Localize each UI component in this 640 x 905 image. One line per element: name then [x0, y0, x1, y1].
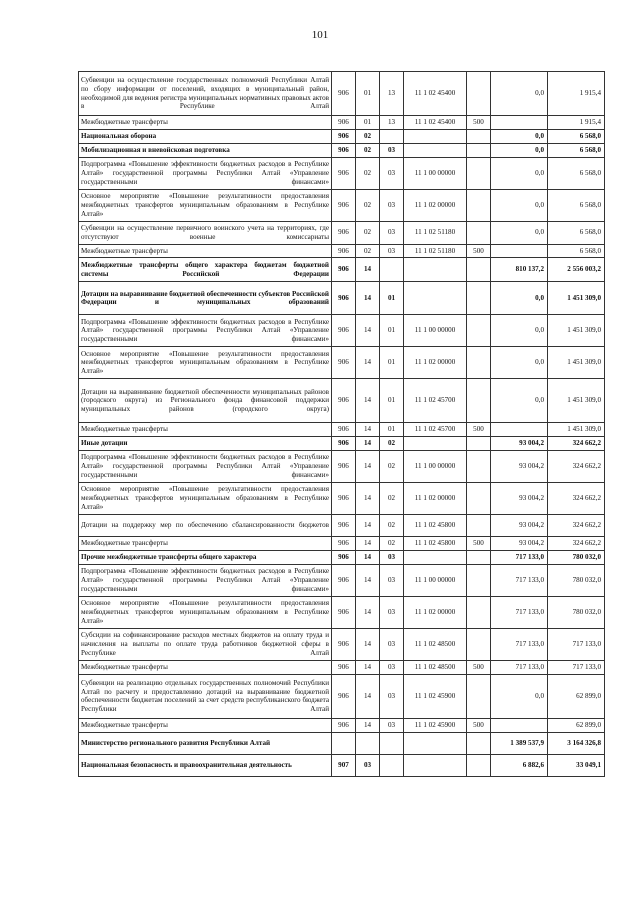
- adm-cell: 906: [332, 551, 356, 565]
- pr-cell: 03: [380, 661, 404, 675]
- pr-cell: 03: [380, 597, 404, 629]
- rz-cell: [356, 732, 380, 754]
- sum1-cell: 93 004,2: [491, 451, 548, 483]
- adm-cell: 906: [332, 718, 356, 732]
- vr-cell: [467, 629, 491, 661]
- csr-cell: 11 1 00 00000: [404, 451, 467, 483]
- rz-cell: 14: [356, 315, 380, 347]
- name-cell: Субвенции на осуществление государственных полномочий Республики Алтай по сбору информации от поселений, входящих в муниципальный район, необходимой для ведения регистра муниципальных нормативных правовых актов в Республике Алтай: [79, 72, 332, 116]
- page-number: 101: [311, 29, 329, 41]
- sum1-cell: 93 004,2: [491, 437, 548, 451]
- adm-cell: 906: [332, 515, 356, 537]
- adm-cell: 906: [332, 315, 356, 347]
- rz-cell: 14: [356, 483, 380, 515]
- rz-cell: 14: [356, 629, 380, 661]
- name-cell: Прочие межбюджетные трансферты общего характера: [79, 551, 332, 565]
- name-cell: Дотации на выравнивание бюджетной обеспеченности муниципальных районов (городского округа) из Регионального фонда финансовой поддержки муниципальных районов (городского округа): [79, 379, 332, 423]
- adm-cell: 906: [332, 565, 356, 597]
- table-row: [79, 347, 605, 379]
- sum2-cell: 6 568,0: [548, 143, 605, 157]
- rz-cell: 14: [356, 718, 380, 732]
- sum1-cell: 717 133,0: [491, 565, 548, 597]
- table-row: [79, 116, 605, 130]
- adm-cell: 907: [332, 754, 356, 776]
- sum2-cell: 6 568,0: [548, 244, 605, 258]
- rz-cell: 02: [356, 244, 380, 258]
- rz-cell: 14: [356, 423, 380, 437]
- adm-cell: 906: [332, 116, 356, 130]
- pr-cell: 13: [380, 116, 404, 130]
- rz-cell: 14: [356, 347, 380, 379]
- name-cell: Дотации на поддержку мер по обеспечению сбалансированности бюджетов: [79, 515, 332, 537]
- table-row: [79, 437, 605, 451]
- csr-cell: [404, 754, 467, 776]
- pr-cell: 03: [380, 143, 404, 157]
- name-cell: Межбюджетные трансферты: [79, 423, 332, 437]
- pr-cell: 03: [380, 244, 404, 258]
- vr-cell: [467, 732, 491, 754]
- pr-cell: 02: [380, 483, 404, 515]
- adm-cell: 906: [332, 244, 356, 258]
- csr-cell: [404, 732, 467, 754]
- sum2-cell: 717 133,0: [548, 661, 605, 675]
- table-row: [79, 629, 605, 661]
- name-cell: Межбюджетные трансферты: [79, 537, 332, 551]
- csr-cell: 11 1 02 45400: [404, 116, 467, 130]
- name-cell: Межбюджетные трансферты: [79, 244, 332, 258]
- csr-cell: 11 1 02 45900: [404, 674, 467, 718]
- vr-cell: [467, 189, 491, 221]
- name-cell: Министерство регионального развития Республики Алтай: [79, 732, 332, 754]
- vr-cell: [467, 565, 491, 597]
- name-cell: Субвенции на реализацию отдельных государственных полномочий Республики Алтай по расчету и предоставлению дотаций на выравнивание бюджетной обеспеченности бюджетам поселений за счет средств республиканского бюджета Республики Алтай: [79, 674, 332, 718]
- vr-cell: [467, 347, 491, 379]
- rz-cell: 02: [356, 157, 380, 189]
- pr-cell: [380, 258, 404, 282]
- csr-cell: 11 1 02 00000: [404, 189, 467, 221]
- adm-cell: 906: [332, 258, 356, 282]
- vr-cell: 500: [467, 116, 491, 130]
- adm-cell: 906: [332, 143, 356, 157]
- sum1-cell: 717 133,0: [491, 551, 548, 565]
- table-row: [79, 597, 605, 629]
- sum1-cell: 0,0: [491, 157, 548, 189]
- csr-cell: 11 1 02 00000: [404, 347, 467, 379]
- sum1-cell: 0,0: [491, 282, 548, 315]
- adm-cell: 906: [332, 189, 356, 221]
- adm-cell: 906: [332, 157, 356, 189]
- pr-cell: 03: [380, 674, 404, 718]
- pr-cell: [380, 732, 404, 754]
- sum2-cell: 324 662,2: [548, 451, 605, 483]
- vr-cell: 500: [467, 423, 491, 437]
- table-row: [79, 143, 605, 157]
- pr-cell: 01: [380, 315, 404, 347]
- sum1-cell: 717 133,0: [491, 597, 548, 629]
- adm-cell: 906: [332, 597, 356, 629]
- sum2-cell: 62 899,0: [548, 718, 605, 732]
- rz-cell: 14: [356, 258, 380, 282]
- vr-cell: 500: [467, 661, 491, 675]
- name-cell: Подпрограмма «Повышение эффективности бюджетных расходов в Республике Алтай» государственной программы Республики Алтай «Управление государственными финансами»: [79, 451, 332, 483]
- rz-cell: 14: [356, 597, 380, 629]
- adm-cell: 906: [332, 72, 356, 116]
- rz-cell: 14: [356, 282, 380, 315]
- table-row: [79, 221, 605, 244]
- vr-cell: [467, 282, 491, 315]
- sum1-cell: 0,0: [491, 379, 548, 423]
- rz-cell: 02: [356, 221, 380, 244]
- name-cell: Субсидии на софинансирование расходов местных бюджетов на оплату труда и начисления на выплаты по оплате труда работников бюджетной сферы в Республике Алтай: [79, 629, 332, 661]
- sum1-cell: [491, 423, 548, 437]
- adm-cell: 906: [332, 221, 356, 244]
- sum1-cell: 1 389 537,9: [491, 732, 548, 754]
- sum1-cell: 93 004,2: [491, 537, 548, 551]
- sum2-cell: 6 568,0: [548, 157, 605, 189]
- sum2-cell: 6 568,0: [548, 129, 605, 143]
- name-cell: Подпрограмма «Повышение эффективности бюджетных расходов в Республике Алтай» государственной программы Республики Алтай «Управление государственными финансами»: [79, 315, 332, 347]
- pr-cell: 03: [380, 718, 404, 732]
- vr-cell: [467, 221, 491, 244]
- pr-cell: [380, 754, 404, 776]
- csr-cell: 11 1 02 00000: [404, 597, 467, 629]
- table-row: [79, 483, 605, 515]
- adm-cell: 906: [332, 282, 356, 315]
- name-cell: Дотации на выравнивание бюджетной обеспеченности субъектов Российской Федерации и муниципальных образований: [79, 282, 332, 315]
- vr-cell: [467, 674, 491, 718]
- csr-cell: [404, 551, 467, 565]
- csr-cell: [404, 129, 467, 143]
- sum2-cell: 780 032,0: [548, 565, 605, 597]
- csr-cell: 11 1 02 45800: [404, 537, 467, 551]
- rz-cell: 14: [356, 515, 380, 537]
- adm-cell: 906: [332, 629, 356, 661]
- pr-cell: 01: [380, 282, 404, 315]
- rz-cell: 14: [356, 674, 380, 718]
- vr-cell: 500: [467, 244, 491, 258]
- adm-cell: 906: [332, 674, 356, 718]
- name-cell: Межбюджетные трансферты общего характера бюджетам бюджетной системы Российской Федерации: [79, 258, 332, 282]
- sum1-cell: 717 133,0: [491, 661, 548, 675]
- table-row: [79, 72, 605, 116]
- csr-cell: 11 1 00 00000: [404, 157, 467, 189]
- rz-cell: 14: [356, 661, 380, 675]
- sum1-cell: 93 004,2: [491, 515, 548, 537]
- vr-cell: [467, 551, 491, 565]
- pr-cell: 13: [380, 72, 404, 116]
- pr-cell: 03: [380, 221, 404, 244]
- rz-cell: 14: [356, 437, 380, 451]
- table-row: [79, 515, 605, 537]
- pr-cell: 02: [380, 537, 404, 551]
- table-row: [79, 537, 605, 551]
- csr-cell: [404, 282, 467, 315]
- csr-cell: 11 1 02 45400: [404, 72, 467, 116]
- pr-cell: [380, 129, 404, 143]
- rz-cell: 02: [356, 129, 380, 143]
- vr-cell: [467, 315, 491, 347]
- rz-cell: 14: [356, 451, 380, 483]
- sum1-cell: 6 882,6: [491, 754, 548, 776]
- adm-cell: [332, 732, 356, 754]
- table-row: [79, 189, 605, 221]
- table-row: [79, 315, 605, 347]
- rz-cell: 14: [356, 537, 380, 551]
- vr-cell: [467, 379, 491, 423]
- csr-cell: 11 1 02 45900: [404, 718, 467, 732]
- sum1-cell: 0,0: [491, 315, 548, 347]
- vr-cell: 500: [467, 718, 491, 732]
- table-row: [79, 718, 605, 732]
- sum2-cell: 780 032,0: [548, 597, 605, 629]
- sum2-cell: 324 662,2: [548, 437, 605, 451]
- csr-cell: 11 1 00 00000: [404, 315, 467, 347]
- pr-cell: 02: [380, 451, 404, 483]
- rz-cell: 02: [356, 189, 380, 221]
- rz-cell: 14: [356, 565, 380, 597]
- csr-cell: 11 1 02 45700: [404, 379, 467, 423]
- csr-cell: [404, 437, 467, 451]
- pr-cell: 01: [380, 423, 404, 437]
- vr-cell: [467, 451, 491, 483]
- sum2-cell: 6 568,0: [548, 221, 605, 244]
- name-cell: Межбюджетные трансферты: [79, 116, 332, 130]
- table-row: [79, 754, 605, 776]
- sum2-cell: 2 556 003,2: [548, 258, 605, 282]
- rz-cell: 01: [356, 116, 380, 130]
- adm-cell: 906: [332, 661, 356, 675]
- csr-cell: 11 1 00 00000: [404, 565, 467, 597]
- vr-cell: [467, 597, 491, 629]
- sum2-cell: 33 049,1: [548, 754, 605, 776]
- sum2-cell: 1 915,4: [548, 116, 605, 130]
- csr-cell: 11 1 02 00000: [404, 483, 467, 515]
- pr-cell: 02: [380, 437, 404, 451]
- sum1-cell: [491, 244, 548, 258]
- vr-cell: [467, 483, 491, 515]
- table-row: [79, 258, 605, 282]
- table-row: [79, 244, 605, 258]
- table-row: [79, 129, 605, 143]
- sum2-cell: 324 662,2: [548, 515, 605, 537]
- sum1-cell: 0,0: [491, 347, 548, 379]
- sum1-cell: 93 004,2: [491, 483, 548, 515]
- pr-cell: 03: [380, 629, 404, 661]
- csr-cell: 11 1 02 51180: [404, 244, 467, 258]
- adm-cell: 906: [332, 437, 356, 451]
- sum1-cell: 0,0: [491, 143, 548, 157]
- name-cell: Субвенции на осуществление первичного воинского учета на территориях, где отсутствуют военные комиссариаты: [79, 221, 332, 244]
- name-cell: Мобилизационная и вневойсковая подготовка: [79, 143, 332, 157]
- sum2-cell: 1 451 309,0: [548, 315, 605, 347]
- pr-cell: 01: [380, 379, 404, 423]
- vr-cell: [467, 129, 491, 143]
- sum2-cell: 717 133,0: [548, 629, 605, 661]
- adm-cell: 906: [332, 347, 356, 379]
- table-row: [79, 157, 605, 189]
- pr-cell: 03: [380, 551, 404, 565]
- sum1-cell: 810 137,2: [491, 258, 548, 282]
- adm-cell: 906: [332, 451, 356, 483]
- sum2-cell: 780 032,0: [548, 551, 605, 565]
- name-cell: Национальная оборона: [79, 129, 332, 143]
- sum1-cell: 0,0: [491, 72, 548, 116]
- pr-cell: 02: [380, 515, 404, 537]
- sum2-cell: 3 164 326,8: [548, 732, 605, 754]
- sum2-cell: 1 915,4: [548, 72, 605, 116]
- sum2-cell: 324 662,2: [548, 483, 605, 515]
- csr-cell: 11 1 02 48500: [404, 661, 467, 675]
- table-row: [79, 565, 605, 597]
- pr-cell: 03: [380, 189, 404, 221]
- table-row: [79, 674, 605, 718]
- sum2-cell: 1 451 309,0: [548, 347, 605, 379]
- sum2-cell: 1 451 309,0: [548, 423, 605, 437]
- name-cell: Национальная безопасность и правоохранительная деятельность: [79, 754, 332, 776]
- table-row: [79, 551, 605, 565]
- rz-cell: 03: [356, 754, 380, 776]
- csr-cell: 11 1 02 48500: [404, 629, 467, 661]
- sum2-cell: 1 451 309,0: [548, 379, 605, 423]
- pr-cell: 01: [380, 347, 404, 379]
- table-row: [79, 732, 605, 754]
- csr-cell: 11 1 02 45800: [404, 515, 467, 537]
- adm-cell: 906: [332, 483, 356, 515]
- table-row: [79, 423, 605, 437]
- adm-cell: 906: [332, 423, 356, 437]
- vr-cell: [467, 72, 491, 116]
- csr-cell: [404, 143, 467, 157]
- csr-cell: 11 1 02 51180: [404, 221, 467, 244]
- table-row: [79, 282, 605, 315]
- vr-cell: [467, 157, 491, 189]
- adm-cell: 906: [332, 129, 356, 143]
- rz-cell: 14: [356, 551, 380, 565]
- adm-cell: 906: [332, 537, 356, 551]
- pr-cell: 03: [380, 157, 404, 189]
- pr-cell: 03: [380, 565, 404, 597]
- sum1-cell: 0,0: [491, 189, 548, 221]
- table-row: [79, 661, 605, 675]
- name-cell: Основное мероприятие «Повышение результативности предоставления межбюджетных трансфертов муниципальным образованиям в Республике Алтай»: [79, 483, 332, 515]
- name-cell: Межбюджетные трансферты: [79, 661, 332, 675]
- rz-cell: 01: [356, 72, 380, 116]
- vr-cell: [467, 515, 491, 537]
- name-cell: Иные дотации: [79, 437, 332, 451]
- name-cell: Межбюджетные трансферты: [79, 718, 332, 732]
- name-cell: Основное мероприятие «Повышение результативности предоставления межбюджетных трансфертов муниципальным образованиям в Республике Алтай»: [79, 597, 332, 629]
- vr-cell: [467, 754, 491, 776]
- name-cell: Подпрограмма «Повышение эффективности бюджетных расходов в Республике Алтай» государственной программы Республики Алтай «Управление государственными финансами»: [79, 157, 332, 189]
- name-cell: Основное мероприятие «Повышение результативности предоставления межбюджетных трансфертов муниципальным образованиям в Республике Алтай»: [79, 189, 332, 221]
- sum2-cell: 1 451 309,0: [548, 282, 605, 315]
- sum2-cell: 6 568,0: [548, 189, 605, 221]
- name-cell: Подпрограмма «Повышение эффективности бюджетных расходов в Республике Алтай» государственной программы Республики Алтай «Управление государственными финансами»: [79, 565, 332, 597]
- sum1-cell: [491, 718, 548, 732]
- vr-cell: [467, 258, 491, 282]
- sum2-cell: 62 899,0: [548, 674, 605, 718]
- csr-cell: [404, 258, 467, 282]
- vr-cell: [467, 437, 491, 451]
- vr-cell: [467, 143, 491, 157]
- rz-cell: 02: [356, 143, 380, 157]
- sum1-cell: 0,0: [491, 129, 548, 143]
- csr-cell: 11 1 02 45700: [404, 423, 467, 437]
- adm-cell: 906: [332, 379, 356, 423]
- sum1-cell: 0,0: [491, 221, 548, 244]
- name-cell: Основное мероприятие «Повышение результативности предоставления межбюджетных трансфертов муниципальным образованиям в Республике Алтай»: [79, 347, 332, 379]
- sum1-cell: 0,0: [491, 674, 548, 718]
- table-row: [79, 379, 605, 423]
- sum1-cell: [491, 116, 548, 130]
- table-row: [79, 451, 605, 483]
- rz-cell: 14: [356, 379, 380, 423]
- vr-cell: 500: [467, 537, 491, 551]
- budget-table: [78, 71, 605, 777]
- sum1-cell: 717 133,0: [491, 629, 548, 661]
- sum2-cell: 324 662,2: [548, 537, 605, 551]
